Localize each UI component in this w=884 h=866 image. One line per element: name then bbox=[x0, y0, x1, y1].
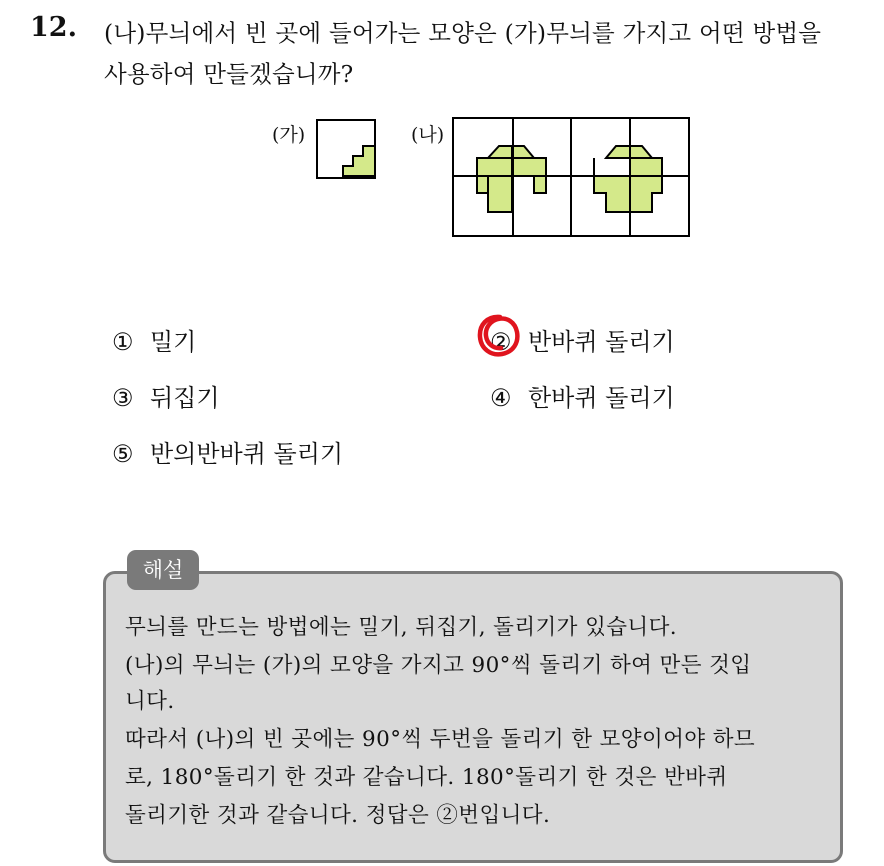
pattern-b-grid bbox=[453, 118, 689, 236]
option-3-text: 뒤집기 bbox=[150, 384, 220, 412]
option-4[interactable] bbox=[490, 378, 675, 413]
question-text-line-1: (나)무늬에서 빈 곳에 들어가는 모양은 (가)무늬를 가지고 어떤 방법을 bbox=[104, 19, 822, 47]
option-2-text: 반바퀴 돌리기 bbox=[528, 328, 675, 356]
pattern-a-tile bbox=[317, 120, 375, 178]
option-5-number: ⑤ bbox=[112, 440, 134, 468]
question-number: 12. bbox=[30, 12, 77, 43]
option-1-text: 밀기 bbox=[150, 328, 197, 356]
option-5-text: 반의반바퀴 돌리기 bbox=[150, 440, 344, 468]
option-4-text: 한바퀴 돌리기 bbox=[528, 384, 675, 412]
option-1[interactable] bbox=[112, 322, 196, 357]
figure-label-b: (나) bbox=[411, 124, 445, 146]
explanation-line-6: 돌리기한 것과 같습니다. 정답은 ②번입니다. bbox=[125, 803, 551, 828]
option-1-number: ① bbox=[112, 328, 134, 356]
option-4-number: ④ bbox=[490, 384, 512, 412]
option-5[interactable] bbox=[112, 434, 343, 469]
option-3-number: ③ bbox=[112, 384, 134, 412]
explanation-line-3: 니다. bbox=[125, 689, 175, 714]
option-3[interactable] bbox=[112, 378, 220, 413]
explanation-line-1: 무늬를 만드는 방법에는 밀기, 뒤집기, 돌리기가 있습니다. bbox=[125, 615, 677, 640]
explanation-line-5: 로, 180°돌리기 한 것과 같습니다. 180°돌리기 한 것은 반바퀴 bbox=[125, 765, 728, 790]
figure-label-a: (가) bbox=[272, 124, 306, 146]
option-2-number: ② bbox=[490, 328, 512, 356]
question-text-line-2: 사용하여 만들겠습니까? bbox=[104, 60, 354, 88]
explanation-line-4: 따라서 (나)의 빈 곳에는 90°씩 두번을 돌리기 한 모양이어야 하므 bbox=[125, 727, 756, 752]
explanation-tag: 해설 bbox=[127, 550, 199, 590]
answer-circle-mark bbox=[474, 311, 524, 361]
explanation-line-2: (나)의 무늬는 (가)의 모양을 가지고 90°씩 돌리기 하여 만든 것입 bbox=[125, 653, 752, 678]
